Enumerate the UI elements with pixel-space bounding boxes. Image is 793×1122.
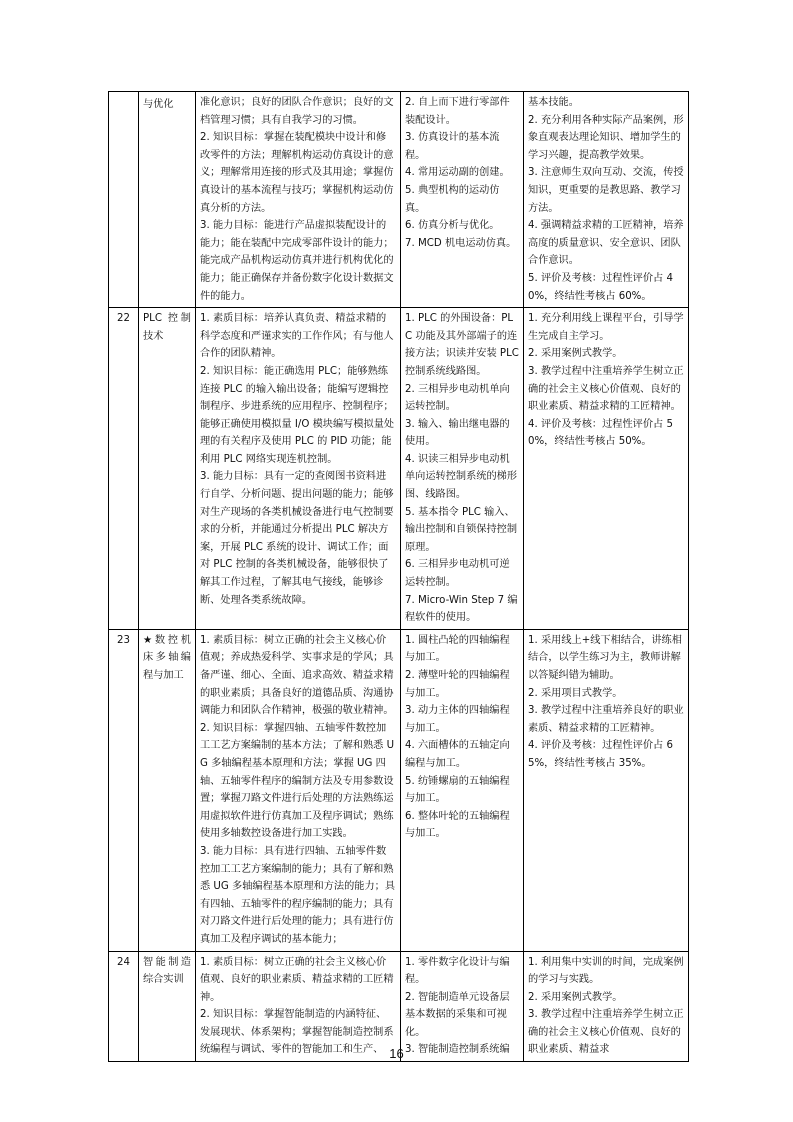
course-name: 与优化 (139, 92, 196, 308)
requirement-item: 1. 利用集中实训的时间，完成案例的学习与实践。 (528, 956, 684, 986)
requirement-item: 2. 充分利用各种实际产品案例，形象直观表达理论知识、增加学生的学习兴趣，提高教学效果。 (528, 114, 684, 161)
objective-item: 3. 能力目标：具有进行四轴、五轴零件数控加工工艺方案编制的能力；具有了解和熟悉 UG 多轴编程基本原理和方法的能力；具有四轴、五轴零件的程序编制的能力；具有对刀路文件进行后处理的能力；具有进行仿真加工及程序调试的基本能力； (200, 845, 396, 945)
objective-item: 1. 素质目标：树立正确的社会主义核心价值观、良好的职业素质、精益求精的工匠精神。 (200, 956, 394, 1003)
content-item: 4. 六面槽体的五轴定向编程与加工。 (405, 740, 510, 769)
contents-cell (401, 308, 524, 630)
requirement-item: 2. 采用案例式教学。 (528, 348, 623, 360)
contents-cell (401, 92, 524, 308)
content-item: 7. MCD 机电运动仿真。 (405, 237, 517, 249)
objective-item: 2. 知识目标：掌握四轴、五轴零件数控加工工艺方案编制的基本方法；了解和熟悉 UG 多轴编程基本原理和方法；掌握 UG 四轴、五轴零件程序的编制方法及专用参数设置；掌握刀路文件进行后处理的方法熟练运用虚拟软件进行仿真加工及程序调试；熟练使用多轴数控设备进行加工实践。 (200, 722, 395, 840)
curriculum-table (108, 91, 689, 1062)
content-item: 2. 智能制造单元设备层基本数据的采集和可视化。 (405, 991, 510, 1038)
requirement-item: 基本技能。 (528, 97, 579, 108)
row-number: 23 (109, 629, 139, 951)
table-row (109, 308, 689, 630)
content-item: 2. 自上而下进行零部件装配设计。 (405, 97, 510, 126)
requirement-item: 1. 采用线上+线下相结合，讲练相结合，以学生练习为主，教师讲解以答疑纠错为辅助。 (528, 634, 682, 681)
objectives-cell (196, 951, 401, 1062)
course-name: 智能制造综合实训 (139, 951, 196, 1062)
requirement-item: 4. 强调精益求精的工匠精神，培养高度的质量意识、安全意识、团队合作意识。 (528, 220, 684, 267)
contents-cell (401, 629, 524, 951)
objective-item: 3. 能力目标：具有一定的查阅图书资料进行自学、分析问题、提出问题的能力；能够对生产现场的各类机械设备进行电气控制要求的分析，并能通过分析提出 PLC 解决方案，开展 PLC 系统的设计、调试工作；面对 PLC 控制的各类机械设备，能够很快了解其工作过程，了解其电气接线，能够诊断、处理各类系统故障。 (200, 471, 394, 606)
requirements-cell (524, 629, 689, 951)
content-item: 1. 圆柱凸轮的四轴编程与加工。 (405, 634, 510, 664)
requirement-item: 4. 评价及考核：过程性评价占 50%，终结性考核占 50%。 (528, 418, 673, 448)
objective-item: 2. 知识目标：掌握在装配模块中设计和修改零件的方法；理解机构运动仿真设计的意义；理解常用连接的形式及其用途；掌握仿真设计的基本流程与技巧；掌握机构运动仿真分析的方法。 (200, 132, 394, 214)
requirements-cell (524, 308, 689, 630)
objective-item: 1. 素质目标：树立正确的社会主义核心价值观；养成热爱科学、实事求是的学风；具备严谨、细心、全面、追求高效、精益求精的职业素质；具备良好的道德品质、沟通协调能力和团队合作精神，极强的敬业精神。 (200, 634, 394, 717)
requirements-cell (524, 92, 689, 308)
content-item: 6. 仿真分析与优化。 (405, 220, 500, 232)
content-item: 3. 输入、输出继电器的使用。 (405, 418, 510, 448)
content-item: 5. 纺锤螺扇的五轴编程与加工。 (405, 775, 510, 805)
row-number (109, 92, 139, 308)
objectives-cell (196, 308, 401, 630)
content-item: 7. Micro-Win Step 7 编程软件的使用。 (405, 594, 518, 624)
content-item: 4. 识读三相异步电动机单向运转控制系统的梯形图、线路图。 (405, 453, 518, 501)
requirement-item: 3. 教学过程中注重培养良好的职业素质、精益求精的工匠精神。 (528, 705, 684, 734)
content-item: 1. PLC 的外围设备：PLC 功能及其外部端子的连接方法；识读并安装 PLC 控制系统线路图。 (405, 313, 519, 377)
row-number: 24 (109, 951, 139, 1062)
requirement-item: 3. 注意师生双向互动、交流，传授知识，更重要的是教思路、教学习方法。 (528, 167, 684, 214)
content-item: 6. 整体叶轮的五轴编程与加工。 (405, 810, 510, 840)
page-number: 16 (389, 1046, 404, 1061)
content-item: 5. 基本指令 PLC 输入、输出控制和自锁保持控制原理。 (405, 506, 518, 553)
content-item: 6. 三相异步电动机可逆运转控制。 (405, 559, 510, 589)
objective-item: 2. 知识目标：掌握智能制造的内涵特征、发展现状、体系架构；掌握智能制造控制系统编程与调试、零件的智能加工和生产、 (200, 1009, 394, 1056)
requirement-item: 2. 采用案例式教学。 (528, 991, 623, 1003)
content-item: 2. 三相异步电动机单向运转控制。 (405, 383, 510, 413)
course-name: PLC 控制技术 (139, 308, 196, 630)
objective-item: 1. 素质目标：培养认真负责、精益求精的科学态度和严谨求实的工作作风；有与他人合作的团队精神。 (200, 313, 394, 360)
objective-item: 2. 知识目标：能正确选用 PLC；能够熟练连接 PLC 的输入输出设备；能编写逻辑控制程序、步进系统的应用程序、控制程序；能够正确使用模拟量 I/O 模块编写模拟量处理的有关程序及使用 PLC 的 PID 功能；能利用 PLC 网络实现连机控制。 (200, 365, 395, 465)
objective-item: 准化意识；良好的团队合作意识；良好的文档管理习惯；具有自我学习的习惯。 (200, 97, 394, 126)
requirement-item: 4. 评价及考核：过程性评价占 65%，终结性考核占 35%。 (528, 740, 673, 769)
content-item: 3. 仿真设计的基本流程。 (405, 132, 500, 161)
objective-item: 3. 能力目标：能进行产品虚拟装配设计的能力；能在装配中完成零部件设计的能力；能完成产品机构运动仿真并进行机构优化的能力；能正确保存并备份数字化设计数据文件的能力。 (200, 220, 394, 302)
objectives-cell (196, 629, 401, 951)
requirements-cell (524, 951, 689, 1062)
table-row (109, 629, 689, 951)
requirement-item: 3. 教学过程中注重培养学生树立正确的社会主义核心价值观、良好的职业素质、精益求精的工匠精神。 (528, 365, 684, 413)
table-row (109, 92, 689, 308)
content-item: 3. 智能制造控制系统编 (405, 1044, 510, 1056)
row-number: 22 (109, 308, 139, 630)
requirement-item: 3. 教学过程中注重培养学生树立正确的社会主义核心价值观、良好的职业素质、精益求 (528, 1009, 684, 1056)
objectives-cell (196, 92, 401, 308)
requirement-item: 2. 采用项目式教学。 (528, 687, 623, 699)
content-item: 1. 零件数字化设计与编程。 (405, 956, 510, 986)
requirement-item: 1. 充分利用线上课程平台，引导学生完成自主学习。 (528, 313, 684, 342)
content-item: 4. 常用运动副的创建。 (405, 167, 510, 179)
contents-cell (401, 951, 524, 1062)
content-item: 3. 动力主体的四轴编程与加工。 (405, 705, 510, 734)
requirement-item: 5. 评价及考核：过程性评价占 40%，终结性考核占 60%。 (528, 272, 673, 302)
table-row (109, 951, 689, 1062)
content-item: 2. 薄壁叶轮的四轴编程与加工。 (405, 670, 510, 699)
course-name: ★数控机床多轴编程与加工 (139, 629, 196, 951)
content-item: 5. 典型机构的运动仿真。 (405, 184, 500, 214)
